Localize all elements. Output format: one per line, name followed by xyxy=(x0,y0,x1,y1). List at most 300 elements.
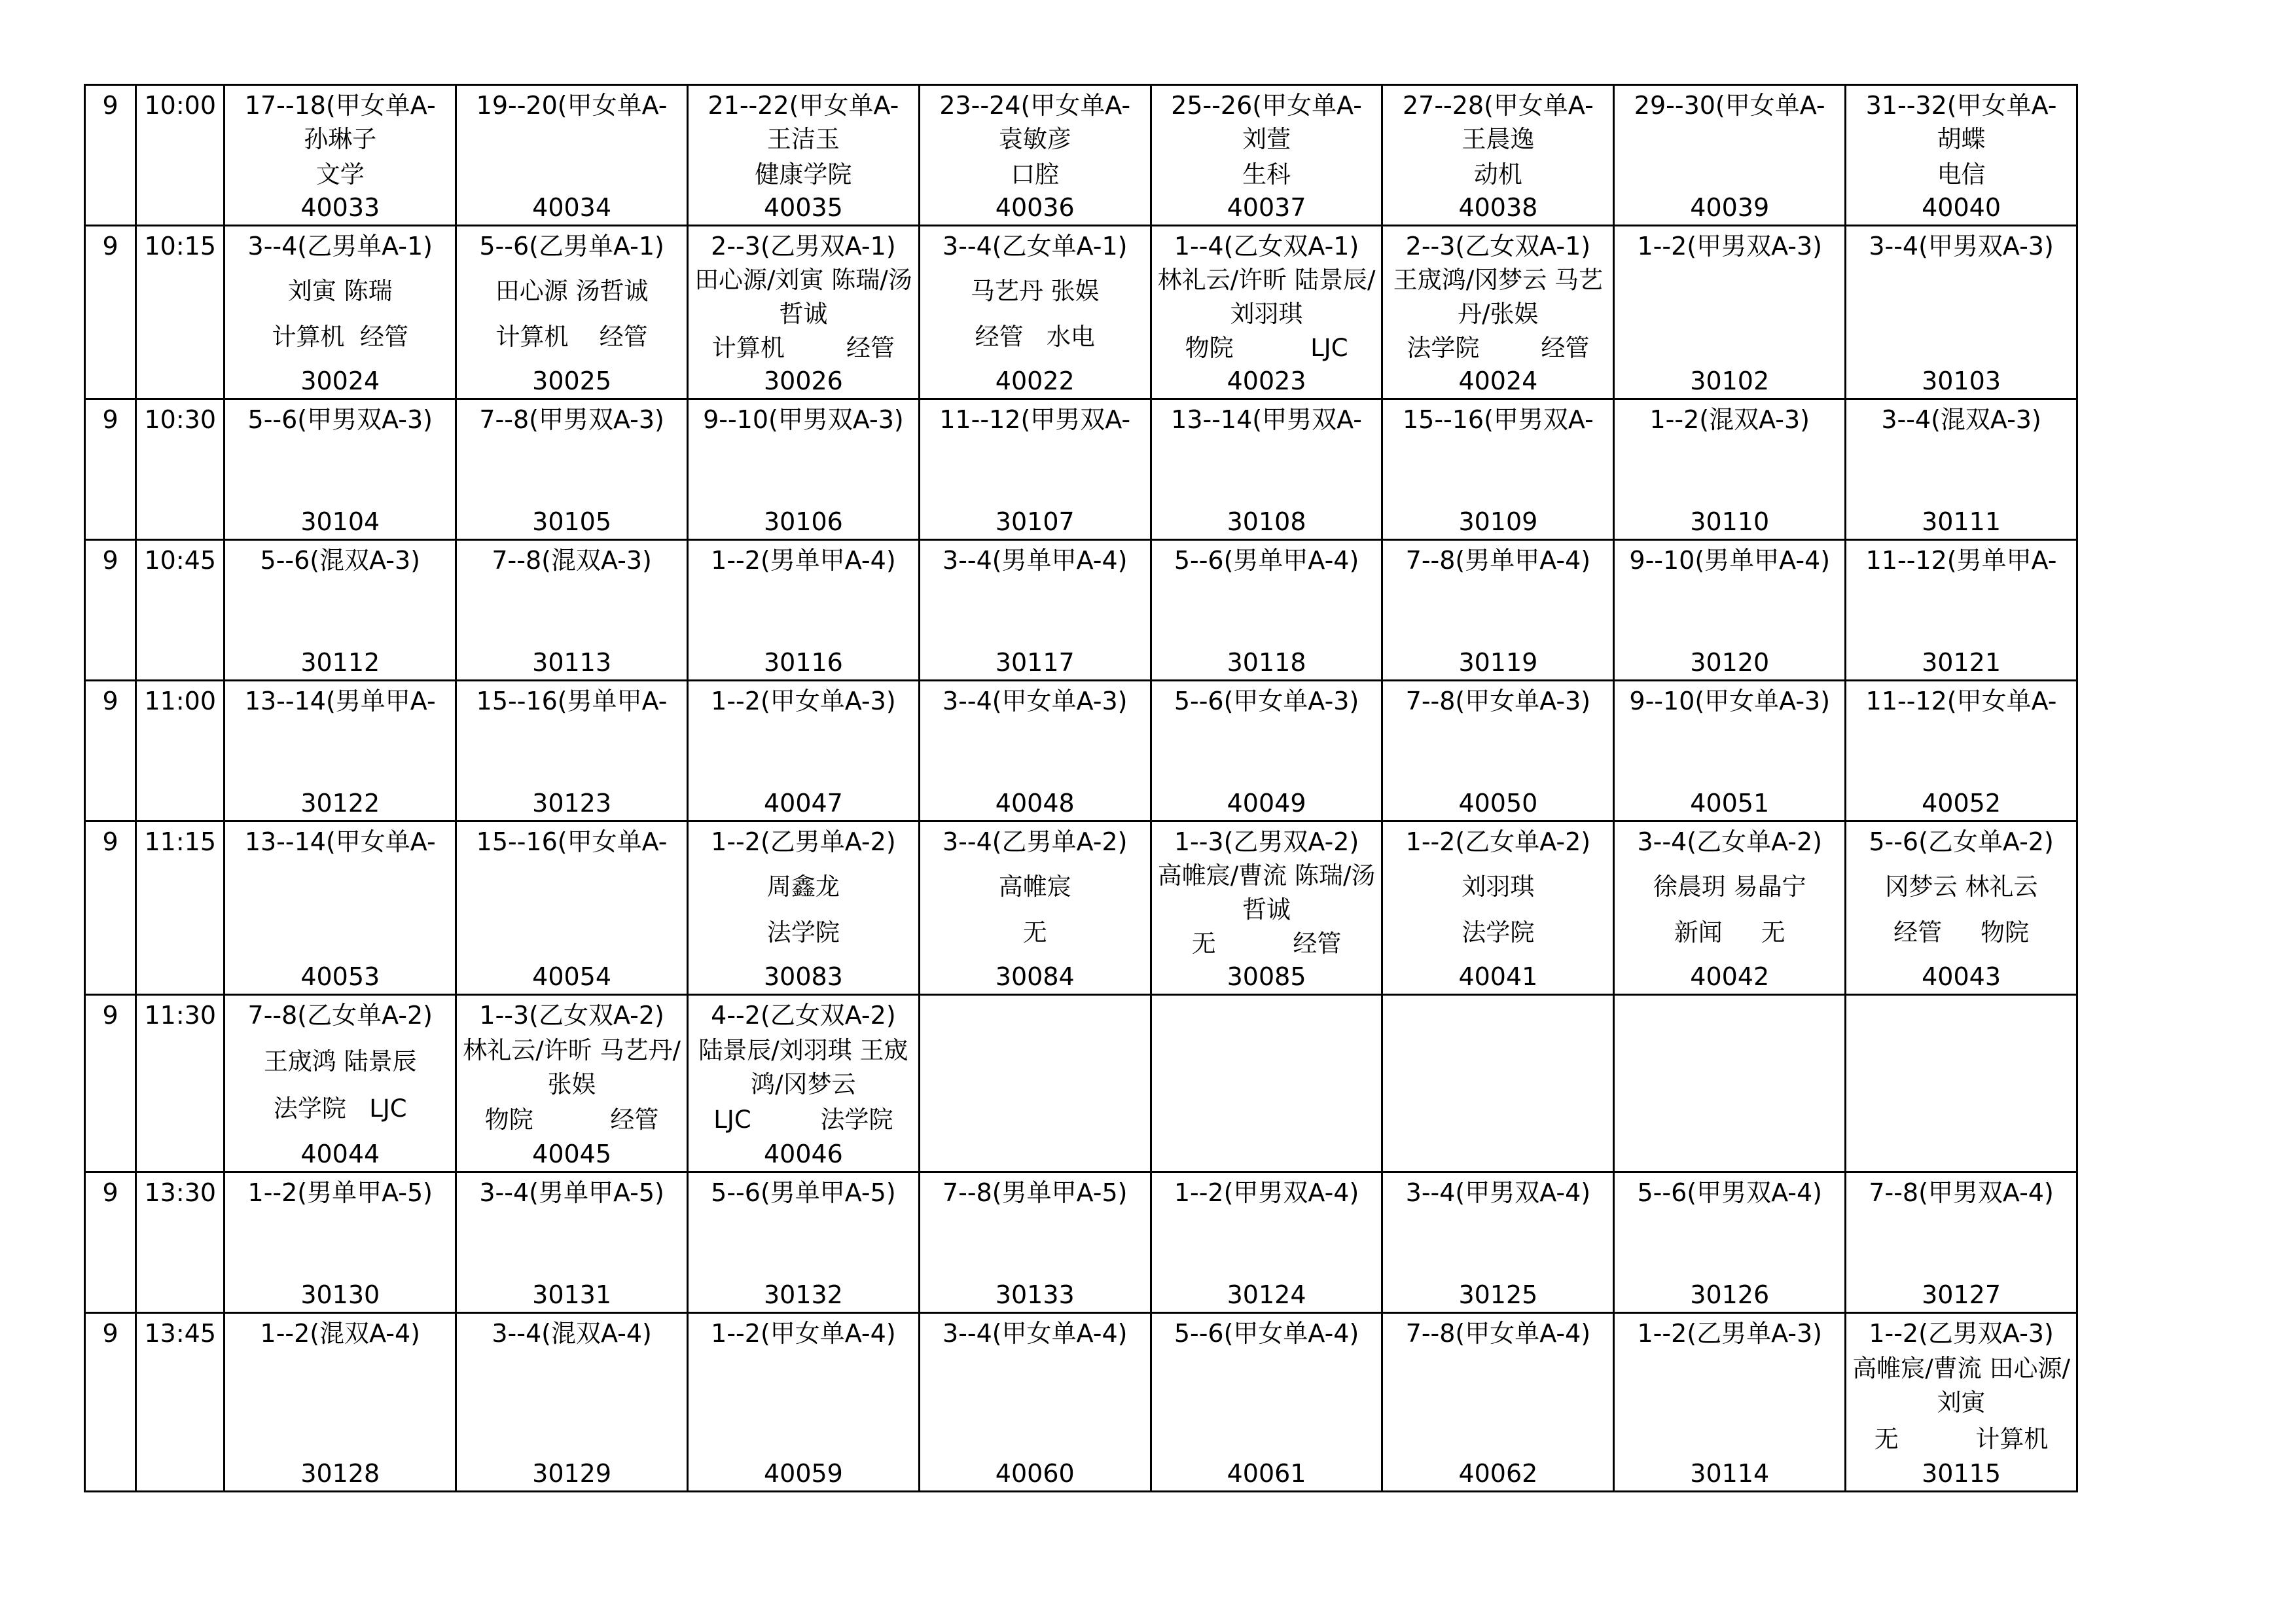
match-heading: 31--32(甲女单A- xyxy=(1865,91,2057,120)
match-cell xyxy=(224,1313,456,1492)
match-players: 刘萱 xyxy=(1242,125,1291,154)
match-heading: 3--4(乙女单A-2) xyxy=(1637,827,1822,856)
match-heading: 7--8(甲女单A-4) xyxy=(1405,1319,1591,1348)
match-cell xyxy=(1614,681,1846,821)
match-heading: 7--8(甲男双A-4) xyxy=(1869,1178,2054,1207)
match-cell xyxy=(1151,821,1382,995)
match-cell xyxy=(1151,681,1382,821)
match-units: 电信 xyxy=(1937,160,1986,189)
match-heading: 7--8(男单甲A-5) xyxy=(942,1178,1128,1207)
match-units: 经管 水电 xyxy=(975,323,1095,351)
match-code: 30106 xyxy=(763,507,843,536)
match-code: 30109 xyxy=(1458,507,1538,536)
match-code: 30123 xyxy=(532,789,612,818)
match-cell xyxy=(456,399,688,540)
match-code: 30132 xyxy=(763,1280,843,1309)
match-code: 40060 xyxy=(995,1459,1075,1488)
match-players: 孙琳子 xyxy=(304,125,377,154)
match-code: 30116 xyxy=(763,648,843,677)
match-heading: 1--3(乙男双A-2) xyxy=(1174,827,1359,856)
match-code: 30024 xyxy=(300,367,380,395)
day-label: 9 xyxy=(102,232,118,261)
match-heading: 3--4(混双A-4) xyxy=(492,1319,652,1348)
match-code: 30102 xyxy=(1690,367,1770,395)
match-units: 无 计算机 xyxy=(1874,1424,2049,1453)
day-label: 9 xyxy=(102,687,118,715)
day-label: 9 xyxy=(102,91,118,120)
match-units: 法学院 经管 xyxy=(1407,334,1590,363)
match-code: 30025 xyxy=(532,367,612,395)
time-cell xyxy=(136,995,224,1172)
match-heading: 5--6(男单甲A-4) xyxy=(1174,546,1359,575)
match-cell xyxy=(1846,226,2077,399)
match-cell xyxy=(1151,226,1382,399)
match-cell xyxy=(1382,1172,1614,1313)
match-heading: 3--4(混双A-3) xyxy=(1881,405,2041,434)
match-heading xyxy=(1615,996,1844,1000)
time-cell xyxy=(136,540,224,681)
match-units: 法学院 xyxy=(766,918,840,947)
match-code: 40041 xyxy=(1458,962,1538,991)
match-heading: 2--3(乙女双A-1) xyxy=(1405,232,1591,261)
match-heading: 3--4(甲女单A-4) xyxy=(942,1319,1128,1348)
time-label: 10:15 xyxy=(144,232,216,261)
match-players: 周鑫龙 xyxy=(766,873,840,901)
match-heading xyxy=(1152,996,1382,1000)
match-code: 30121 xyxy=(1922,648,2001,677)
match-heading: 1--2(甲女单A-3) xyxy=(711,687,896,715)
match-units: 无 xyxy=(1022,918,1047,947)
match-cell xyxy=(919,995,1151,1172)
match-heading: 11--12(男单甲A- xyxy=(1865,546,2057,575)
match-heading: 13--14(甲女单A- xyxy=(244,827,436,856)
match-heading: 7--8(乙女单A-2) xyxy=(247,1001,433,1030)
match-players: 田心源/刘寅 陈瑞/汤哲诚 xyxy=(694,265,912,328)
match-cell xyxy=(1846,1313,2077,1492)
match-players: 冈梦云 林礼云 xyxy=(1884,873,2038,901)
schedule-row xyxy=(85,85,2077,226)
match-code: 30115 xyxy=(1922,1459,2001,1488)
match-cell xyxy=(688,226,920,399)
match-cell xyxy=(919,85,1151,226)
match-cell xyxy=(1846,681,2077,821)
match-units: 健康学院 xyxy=(755,160,852,189)
time-cell xyxy=(136,821,224,995)
schedule-row xyxy=(85,821,2077,995)
match-cell xyxy=(456,995,688,1172)
match-heading: 19--20(甲女单A- xyxy=(476,91,668,120)
match-units: 经管 物院 xyxy=(1893,918,2029,947)
time-label: 11:30 xyxy=(144,1001,216,1030)
match-cell xyxy=(224,226,456,399)
match-code: 30119 xyxy=(1458,648,1538,677)
match-code: 30026 xyxy=(763,367,843,395)
match-cell xyxy=(1151,85,1382,226)
match-code: 30107 xyxy=(995,507,1075,536)
match-code: 40059 xyxy=(763,1459,843,1488)
match-cell xyxy=(688,821,920,995)
match-code: 30113 xyxy=(532,648,612,677)
match-heading: 1--2(甲男双A-3) xyxy=(1637,232,1822,261)
day-label: 9 xyxy=(102,1319,118,1348)
match-cell xyxy=(1151,399,1382,540)
day-cell xyxy=(85,821,136,995)
match-heading: 15--16(男单甲A- xyxy=(476,687,668,715)
match-cell xyxy=(456,1172,688,1313)
match-cell xyxy=(919,226,1151,399)
match-heading: 1--4(乙女双A-1) xyxy=(1174,232,1359,261)
match-heading: 5--6(混双A-3) xyxy=(260,546,420,575)
match-code: 30125 xyxy=(1458,1280,1538,1309)
match-heading: 13--14(男单甲A- xyxy=(244,687,436,715)
match-heading: 9--10(男单甲A-4) xyxy=(1629,546,1831,575)
time-label: 10:45 xyxy=(144,546,216,575)
match-heading: 3--4(乙男单A-1) xyxy=(247,232,433,261)
match-code: 40039 xyxy=(1690,193,1770,222)
match-cell xyxy=(1614,226,1846,399)
match-units: 生科 xyxy=(1242,160,1291,189)
match-code: 40052 xyxy=(1922,789,2001,818)
match-code: 40035 xyxy=(763,193,843,222)
match-code: 30110 xyxy=(1690,507,1770,536)
match-code: 40049 xyxy=(1227,789,1306,818)
match-heading: 4--2(乙女双A-2) xyxy=(711,1001,896,1030)
match-code: 30114 xyxy=(1690,1459,1770,1488)
match-cell xyxy=(1846,1172,2077,1313)
day-label: 9 xyxy=(102,827,118,856)
match-heading: 25--26(甲女单A- xyxy=(1171,91,1362,120)
day-cell xyxy=(85,1172,136,1313)
match-heading: 3--4(乙男单A-2) xyxy=(942,827,1128,856)
match-cell xyxy=(688,1313,920,1492)
match-cell xyxy=(919,821,1151,995)
match-code: 40047 xyxy=(763,789,843,818)
schedule-row xyxy=(85,681,2077,821)
match-code: 40022 xyxy=(995,367,1075,395)
match-heading: 21--22(甲女单A- xyxy=(708,91,899,120)
match-heading: 27--28(甲女单A- xyxy=(1402,91,1594,120)
match-heading: 5--6(甲女单A-3) xyxy=(1174,687,1359,715)
match-code: 40054 xyxy=(532,962,612,991)
day-label: 9 xyxy=(102,405,118,434)
match-cell xyxy=(1151,995,1382,1172)
match-code: 30126 xyxy=(1690,1280,1770,1309)
match-cell xyxy=(1846,821,2077,995)
match-heading: 9--10(甲男双A-3) xyxy=(703,405,904,434)
match-heading xyxy=(920,996,1150,1000)
match-cell xyxy=(456,1313,688,1492)
match-players: 王宬鸿/冈梦云 马艺丹/张娱 xyxy=(1393,265,1604,328)
match-heading: 7--8(男单甲A-4) xyxy=(1405,546,1591,575)
match-units: 物院 经管 xyxy=(484,1106,659,1134)
match-players: 刘寅 陈瑞 xyxy=(287,277,393,305)
match-players: 王晨逸 xyxy=(1462,125,1535,154)
match-cell xyxy=(688,540,920,681)
time-cell xyxy=(136,85,224,226)
match-code: 30111 xyxy=(1922,507,2001,536)
match-code: 40040 xyxy=(1922,193,2001,222)
match-heading: 17--18(甲女单A- xyxy=(244,91,436,120)
match-cell xyxy=(1846,399,2077,540)
match-players: 王洁玉 xyxy=(766,125,840,154)
match-cell xyxy=(1846,85,2077,226)
match-cell xyxy=(919,540,1151,681)
match-players: 田心源 汤哲诚 xyxy=(495,277,649,305)
match-heading: 7--8(甲女单A-3) xyxy=(1405,687,1591,715)
match-code: 30120 xyxy=(1690,648,1770,677)
time-label: 11:00 xyxy=(144,687,216,715)
match-cell xyxy=(688,681,920,821)
match-players: 高帷宸 xyxy=(998,873,1071,901)
match-cell xyxy=(1382,85,1614,226)
day-cell xyxy=(85,540,136,681)
match-code: 30105 xyxy=(532,507,612,536)
match-heading: 5--6(甲男双A-3) xyxy=(247,405,433,434)
match-heading: 5--6(男单甲A-5) xyxy=(711,1178,896,1207)
match-heading: 7--8(甲男双A-3) xyxy=(479,405,664,434)
match-cell xyxy=(224,540,456,681)
match-cell xyxy=(224,399,456,540)
match-heading: 1--2(甲女单A-4) xyxy=(711,1319,896,1348)
match-code: 30083 xyxy=(763,962,843,991)
match-code: 40051 xyxy=(1690,789,1770,818)
match-cell xyxy=(224,85,456,226)
day-label: 9 xyxy=(102,1001,118,1030)
schedule-row xyxy=(85,1313,2077,1492)
time-label: 11:15 xyxy=(144,827,216,856)
match-players: 袁敏彦 xyxy=(998,125,1071,154)
match-players: 刘羽琪 xyxy=(1462,873,1535,901)
match-heading: 3--4(甲女单A-3) xyxy=(942,687,1128,715)
schedule-row xyxy=(85,995,2077,1172)
day-cell xyxy=(85,399,136,540)
match-code: 40062 xyxy=(1458,1459,1538,1488)
match-players: 林礼云/许昕 马艺丹/张娱 xyxy=(463,1036,681,1098)
match-code: 40046 xyxy=(763,1140,843,1168)
match-cell xyxy=(224,995,456,1172)
match-units: 物院 LJC xyxy=(1185,334,1348,363)
match-heading: 13--14(甲男双A- xyxy=(1171,405,1362,434)
match-code: 30127 xyxy=(1922,1280,2001,1309)
match-heading: 5--6(甲男双A-4) xyxy=(1637,1178,1822,1207)
match-heading: 7--8(混双A-3) xyxy=(492,546,652,575)
match-code: 30104 xyxy=(300,507,380,536)
match-cell xyxy=(1614,540,1846,681)
match-heading xyxy=(1383,996,1613,1000)
match-cell xyxy=(224,681,456,821)
match-code: 30124 xyxy=(1227,1280,1306,1309)
match-cell xyxy=(456,85,688,226)
match-code: 30084 xyxy=(995,962,1075,991)
match-heading: 3--4(男单甲A-4) xyxy=(942,546,1128,575)
match-cell xyxy=(1846,540,2077,681)
match-heading: 11--12(甲男双A- xyxy=(939,405,1131,434)
match-code: 30085 xyxy=(1227,962,1306,991)
match-code: 30108 xyxy=(1227,507,1306,536)
match-cell xyxy=(456,540,688,681)
match-heading xyxy=(1846,996,2076,1000)
match-cell xyxy=(919,399,1151,540)
schedule-row xyxy=(85,540,2077,681)
match-heading: 3--4(男单甲A-5) xyxy=(479,1178,664,1207)
match-units: 法学院 xyxy=(1462,918,1535,947)
schedule-row xyxy=(85,1172,2077,1313)
match-heading: 1--2(乙女单A-2) xyxy=(1405,827,1591,856)
match-code: 40045 xyxy=(532,1140,612,1168)
match-heading: 1--2(混双A-4) xyxy=(260,1319,420,1348)
match-heading: 1--3(乙女双A-2) xyxy=(479,1001,664,1030)
match-code: 40034 xyxy=(532,193,612,222)
match-code: 40043 xyxy=(1922,962,2001,991)
match-cell xyxy=(1382,226,1614,399)
day-label: 9 xyxy=(102,546,118,575)
match-code: 40037 xyxy=(1227,193,1306,222)
match-heading: 29--30(甲女单A- xyxy=(1634,91,1825,120)
match-heading: 1--2(乙男双A-3) xyxy=(1869,1319,2054,1348)
time-cell xyxy=(136,1313,224,1492)
match-cell xyxy=(224,821,456,995)
match-code: 40038 xyxy=(1458,193,1538,222)
match-cell xyxy=(1151,540,1382,681)
match-heading: 3--4(乙女单A-1) xyxy=(942,232,1128,261)
match-heading: 5--6(甲女单A-4) xyxy=(1174,1319,1359,1348)
match-code: 40050 xyxy=(1458,789,1538,818)
match-cell xyxy=(688,995,920,1172)
schedule-row xyxy=(85,226,2077,399)
match-code: 40044 xyxy=(300,1140,380,1168)
match-code: 40048 xyxy=(995,789,1075,818)
day-cell xyxy=(85,1313,136,1492)
match-cell xyxy=(456,821,688,995)
match-code: 30112 xyxy=(300,648,380,677)
match-code: 30118 xyxy=(1227,648,1306,677)
match-code: 30122 xyxy=(300,789,380,818)
match-units: 新闻 无 xyxy=(1674,918,1785,947)
match-units: 口腔 xyxy=(1011,160,1060,189)
match-heading: 1--2(乙男单A-2) xyxy=(711,827,896,856)
day-cell xyxy=(85,226,136,399)
match-cell xyxy=(688,85,920,226)
match-heading: 3--4(甲男双A-3) xyxy=(1869,232,2054,261)
match-cell xyxy=(1614,399,1846,540)
match-cell xyxy=(1382,1313,1614,1492)
match-cell xyxy=(688,1172,920,1313)
match-heading: 1--2(混双A-3) xyxy=(1649,405,1810,434)
match-code: 40023 xyxy=(1227,367,1306,395)
match-code: 30129 xyxy=(532,1459,612,1488)
match-players: 马艺丹 张娱 xyxy=(970,277,1100,305)
match-players: 高帷宸/曹流 田心源/刘寅 xyxy=(1852,1354,2070,1417)
time-label: 10:30 xyxy=(144,405,216,434)
match-heading: 2--3(乙男双A-1) xyxy=(711,232,896,261)
match-heading: 3--4(甲男双A-4) xyxy=(1405,1178,1591,1207)
match-heading: 15--16(甲女单A- xyxy=(476,827,668,856)
match-heading: 23--24(甲女单A- xyxy=(939,91,1131,120)
match-code: 30133 xyxy=(995,1280,1075,1309)
match-cell xyxy=(1382,821,1614,995)
time-cell xyxy=(136,681,224,821)
match-heading: 5--6(乙男单A-1) xyxy=(479,232,664,261)
match-code: 30117 xyxy=(995,648,1075,677)
day-cell xyxy=(85,995,136,1172)
time-cell xyxy=(136,226,224,399)
time-label: 13:30 xyxy=(144,1178,216,1207)
match-units: 法学院 LJC xyxy=(273,1094,407,1123)
match-heading: 1--2(乙男单A-3) xyxy=(1637,1319,1822,1348)
match-cell xyxy=(1846,995,2077,1172)
match-units: LJC 法学院 xyxy=(713,1106,893,1134)
match-code: 40024 xyxy=(1458,367,1538,395)
match-units: 计算机 经管 xyxy=(711,334,895,363)
match-heading: 1--2(甲男双A-4) xyxy=(1174,1178,1359,1207)
match-cell xyxy=(1151,1172,1382,1313)
match-units: 计算机 经管 xyxy=(495,323,648,351)
match-cell xyxy=(1614,1172,1846,1313)
match-cell xyxy=(919,681,1151,821)
match-cell xyxy=(919,1313,1151,1492)
match-players: 陆景辰/刘羽琪 王宬鸿/冈梦云 xyxy=(698,1036,908,1098)
time-cell xyxy=(136,1172,224,1313)
time-label: 13:45 xyxy=(144,1319,216,1348)
match-players: 高帷宸/曹流 陈瑞/汤哲诚 xyxy=(1157,861,1376,924)
day-cell xyxy=(85,681,136,821)
match-players: 林礼云/许昕 陆景辰/刘羽琪 xyxy=(1157,265,1376,328)
match-heading: 1--2(男单甲A-4) xyxy=(711,546,896,575)
match-units: 计算机 经管 xyxy=(272,323,409,351)
match-code: 30131 xyxy=(532,1280,612,1309)
match-cell xyxy=(1151,1313,1382,1492)
match-cell xyxy=(919,1172,1151,1313)
match-code: 40042 xyxy=(1690,962,1770,991)
day-label: 9 xyxy=(102,1178,118,1207)
match-code: 30130 xyxy=(300,1280,380,1309)
match-cell xyxy=(1614,995,1846,1172)
match-cell xyxy=(1614,1313,1846,1492)
match-units: 动机 xyxy=(1473,160,1522,189)
match-code: 30128 xyxy=(300,1459,380,1488)
match-heading: 1--2(男单甲A-5) xyxy=(247,1178,433,1207)
match-cell xyxy=(1614,85,1846,226)
match-units: 无 经管 xyxy=(1191,929,1342,958)
schedule-table xyxy=(84,84,2078,1492)
match-heading: 15--16(甲男双A- xyxy=(1402,405,1594,434)
match-code: 40036 xyxy=(995,193,1075,222)
match-cell xyxy=(1382,399,1614,540)
match-cell xyxy=(224,1172,456,1313)
match-code: 40061 xyxy=(1227,1459,1306,1488)
time-cell xyxy=(136,399,224,540)
match-units: 文学 xyxy=(315,160,365,189)
match-cell xyxy=(1382,540,1614,681)
match-cell xyxy=(688,399,920,540)
match-cell xyxy=(1382,995,1614,1172)
match-cell xyxy=(1382,681,1614,821)
match-heading: 5--6(乙女单A-2) xyxy=(1869,827,2054,856)
match-code: 40033 xyxy=(300,193,380,222)
match-players: 王宬鸿 陆景辰 xyxy=(263,1047,417,1075)
match-code: 30103 xyxy=(1922,367,2001,395)
match-heading: 11--12(甲女单A- xyxy=(1865,687,2057,715)
match-cell xyxy=(456,681,688,821)
match-cell xyxy=(456,226,688,399)
time-label: 10:00 xyxy=(144,91,216,120)
schedule-row xyxy=(85,399,2077,540)
day-cell xyxy=(85,85,136,226)
match-code: 40053 xyxy=(300,962,380,991)
match-heading: 9--10(甲女单A-3) xyxy=(1629,687,1831,715)
match-cell xyxy=(1614,821,1846,995)
match-players: 徐晨玥 易晶宁 xyxy=(1653,873,1806,901)
